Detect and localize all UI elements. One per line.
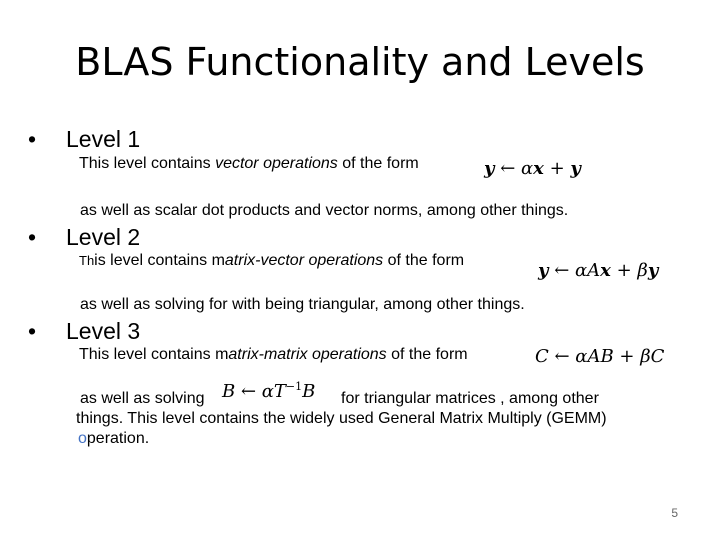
level1-text-post: of the form: [337, 155, 419, 172]
level1-text-pre: This level contains: [79, 155, 216, 172]
level3-text-pre: This level contains m: [79, 346, 229, 363]
level2-heading: Level 2: [66, 224, 141, 250]
level2-bullet: [28, 226, 140, 249]
slide-title: BLAS Functionality and Levels: [75, 40, 645, 84]
level3-formula: C ← αAB + βC: [535, 346, 665, 367]
level1-text-emphasis: vector operations: [215, 155, 338, 172]
level3-bullet: [28, 320, 140, 343]
level2-formula: y ← αAx + βy: [538, 260, 659, 281]
level2-text-small: Th: [79, 253, 95, 268]
level3-solving-label: as well as solving: [80, 390, 205, 407]
level3-solving-tail: for triangular matrices , among other: [341, 390, 599, 407]
level2-description: [79, 253, 464, 269]
level2-text-emphasis: atrix-vector operations: [224, 252, 384, 269]
level3-heading: Level 3: [66, 318, 141, 344]
level3-operation-rest: peration.: [86, 430, 150, 447]
level2-text-post: of the form: [383, 252, 465, 269]
level1-heading: Level 1: [66, 126, 141, 152]
page-number: 5: [671, 506, 678, 520]
level1-formula: y ← αx + y: [484, 158, 581, 179]
level3-text-post: of the form: [386, 346, 468, 363]
bullet-dot-icon: •: [28, 224, 37, 250]
level2-text-pre: is level contains m: [94, 252, 225, 269]
level3-description: [79, 347, 468, 363]
accent-letter: o: [78, 430, 87, 447]
bullet-dot-icon: •: [28, 126, 37, 152]
level3-text-emphasis: atrix-matrix operations: [228, 346, 387, 363]
level1-description: [79, 156, 419, 172]
level3-gemm-line: things. This level contains the widely used General Matrix Multiply (GEMM): [76, 410, 607, 427]
level2-extra: as well as solving for with being triangular, among other things.: [80, 296, 525, 313]
level3-solve-formula: B ← $\alpha T^{-1}B$: [222, 380, 316, 402]
level3-operation-line: [78, 431, 149, 447]
level1-bullet: [28, 128, 140, 151]
level1-extra: as well as scalar dot products and vector norms, among other things.: [80, 202, 569, 219]
bullet-dot-icon: •: [28, 318, 37, 344]
